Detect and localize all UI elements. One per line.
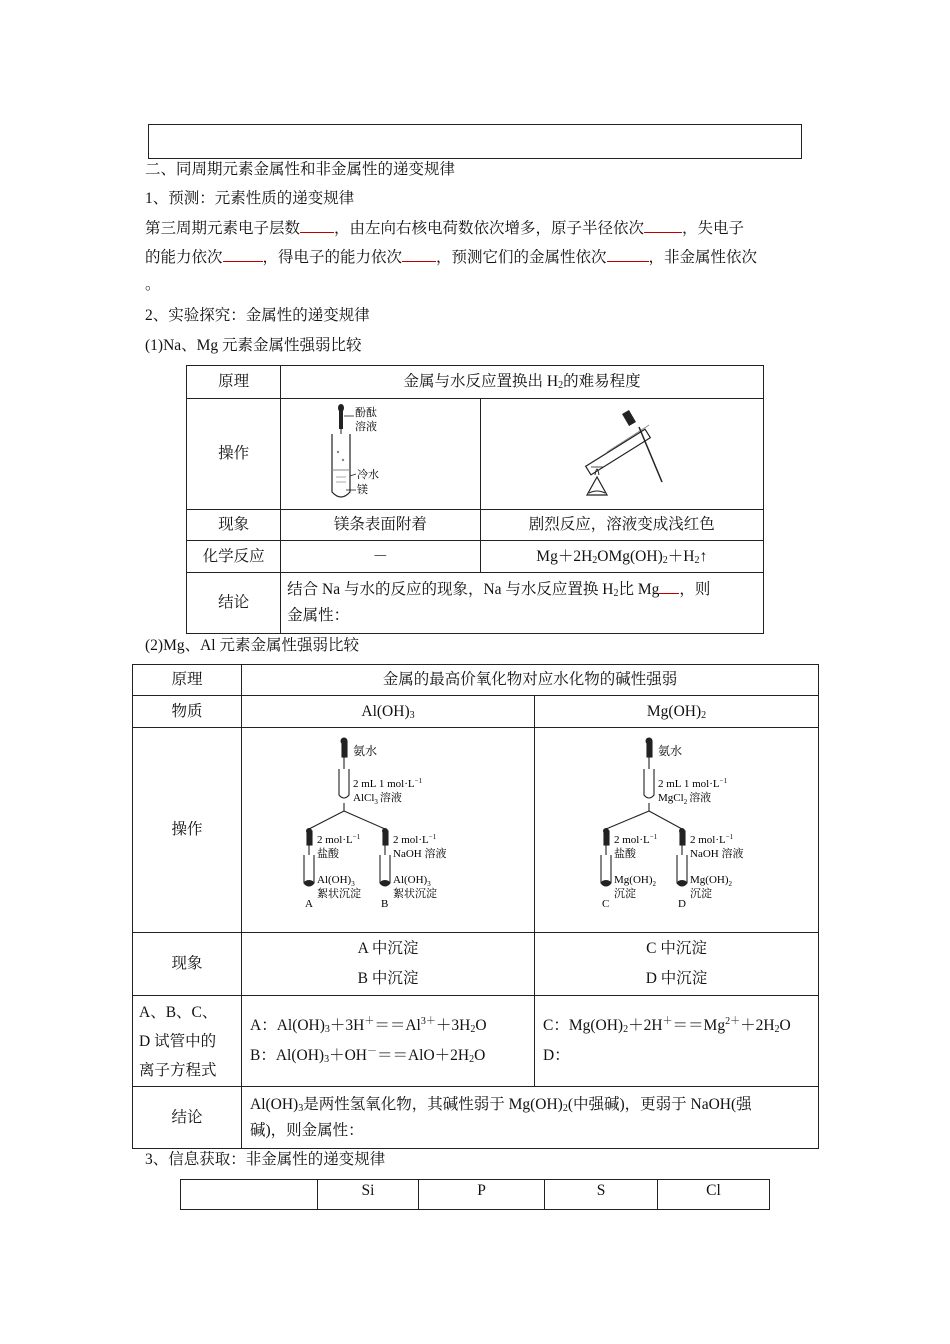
svg-text:Mg(OH)2: $Mg(OH)_2$: [689, 874, 732, 888]
row-label-ion-equations: A、B、C、 D 试管中的 离子方程式: [133, 996, 242, 1087]
equation-d: D：: [543, 1047, 570, 1064]
row-label-conclusion: 结论: [133, 1087, 242, 1149]
tube-label-d: D: [677, 898, 686, 910]
svg-text:NaOH 溶液: NaOH 溶液: [689, 848, 743, 860]
al-tube-diagram: [303, 735, 473, 925]
svg-text:氨水: 氨水: [657, 744, 682, 758]
row-label-conclusion: 结论: [187, 573, 281, 634]
subsection-1-title: 1、预测：元素性质的递变规律: [145, 190, 355, 207]
heating-apparatus-figure: [567, 407, 677, 501]
row-label-substance: 物质: [133, 696, 242, 728]
tube-label-b: B: [381, 898, 389, 910]
subsection-3-title: 3、信息获取：非金属性的递变规律: [145, 1151, 386, 1168]
prediction-paragraph-end: 。: [145, 276, 161, 293]
principle-text: 金属的最高价氧化物对应水化物的碱性强弱: [242, 665, 819, 696]
subsection-2-1-title: (1)Na、Mg 元素金属性强弱比较: [145, 337, 362, 354]
phenomenon-mg: C 中沉淀 D 中沉淀: [535, 933, 819, 996]
svg-text:2 mol·L−1: 2 $mol\cdot L^{-1}$: [689, 833, 733, 846]
header-s: S: [545, 1180, 658, 1210]
header-cl: Cl: [658, 1180, 770, 1210]
svg-text:沉淀: 沉淀: [613, 888, 636, 900]
subsection-2-2-title: (2)Mg、Al 元素金属性强弱比较: [145, 637, 359, 654]
row-label-operation: 操作: [133, 728, 242, 933]
conclusion-text: $Al(OH)_3$是两性氢氧化物，其碱性弱于 $Mg(OH)_2$(中强碱)，更弱于 NaOH(强 碱)，则金属性：: [242, 1087, 819, 1149]
blank-6[interactable]: [659, 593, 679, 594]
mg-tube-diagram: [592, 735, 762, 925]
mg-operation-figure: [535, 728, 819, 933]
blank-1[interactable]: [300, 232, 334, 233]
row-label-operation: 操作: [187, 399, 281, 510]
tube-label-c: C: [601, 898, 609, 910]
blank-5[interactable]: [607, 261, 649, 262]
phenomenon-cold: 镁条表面附着: [281, 510, 480, 541]
svg-text:2 mol·L−1: 2 $mol\cdot L^{-1}$: [393, 833, 437, 846]
label-magnesium: 镁: [357, 484, 369, 496]
prediction-paragraph-line1: 第三周期元素电子层数 ，由左向右核电荷数依次增多，原子半径依次 ，失电子: [145, 220, 745, 237]
label-phenolphthalein: 酚酞: [355, 407, 378, 419]
blank-3[interactable]: [223, 261, 263, 262]
svg-text:氨水: 氨水: [353, 744, 378, 758]
al-operation-figure: [242, 728, 535, 933]
prediction-paragraph-line2: 的能力依次 ，得电子的能力依次 ，预测它们的金属性依次 ，非金属性依次: [145, 249, 758, 266]
svg-text:2 mL 1 mol·L−1: 2 mL 1 $mol\cdot L^{-1}$: [353, 777, 423, 790]
blank-2[interactable]: [644, 232, 682, 233]
equation-a: A：$Al(OH)_3+3H^+==Al^{3+}+3H_2O$: [250, 1016, 487, 1035]
row-label-phenomenon: 现象: [133, 933, 242, 996]
phenomenon-al: A 中沉淀 B 中沉淀: [242, 933, 535, 996]
phenomenon-hot: 剧烈反应，溶液变成浅红色: [480, 510, 764, 541]
conclusion-text: 结合 Na 与水的反应的现象，Na 与水反应置换 $H_2$比 Mg ，则 金属性：: [281, 573, 764, 634]
ion-equations-mg: [535, 996, 819, 1087]
row-label-principle: 原理: [133, 665, 242, 696]
substance-mg: $Mg(OH)_2$: [535, 696, 819, 728]
svg-text:沉淀: 沉淀: [689, 888, 712, 900]
svg-text:2 mL 1 mol·L−1: 2 mL 1 $mol\cdot L^{-1}$: [657, 777, 727, 790]
blank-4[interactable]: [402, 261, 436, 262]
row-label-principle: 原理: [187, 366, 281, 399]
label-solution: 溶液: [355, 421, 378, 433]
svg-text:NaOH 溶液: NaOH 溶液: [393, 848, 447, 860]
equation-b: B：$Al(OH)_3+OH^-==AlO+2H_2O$: [250, 1046, 486, 1065]
substance-al: $Al(OH)_3$: [242, 696, 535, 728]
svg-text:Al(OH)3: $Al(OH)_3$: [393, 874, 431, 888]
ion-equations-al: [242, 996, 535, 1087]
empty-box: [148, 124, 802, 159]
header-si: Si: [318, 1180, 419, 1210]
svg-text:Al(OH)3: $Al(OH)_3$: [317, 874, 355, 888]
equation-c: C：$Mg(OH)_2+2H^+==Mg^{2+}+2H_2O$: [543, 1016, 791, 1035]
reaction-hot: $Mg+2H_2OMg(OH)_2+H_2↑$: [480, 541, 764, 573]
svg-text:絮状沉淀: 絮状沉淀: [393, 888, 437, 900]
principle-text: 金属与水反应置换出 $H_2$的难易程度: [281, 366, 764, 399]
test-tube-figure: [330, 402, 430, 506]
header-empty: [181, 1180, 318, 1210]
svg-text:盐酸: 盐酸: [613, 848, 636, 860]
subsection-2-title: 2、实验探究：金属性的递变规律: [145, 307, 370, 324]
mg-al-table: [132, 664, 819, 1149]
svg-text:2 mol·L−1: 2 $mol\cdot L^{-1}$: [613, 833, 657, 846]
nonmetal-table: [180, 1179, 770, 1210]
svg-text:AlCl3溶液: AlCl$_3$ 溶液: [353, 792, 402, 806]
svg-text:絮状沉淀: 絮状沉淀: [317, 888, 361, 900]
svg-text:盐酸: 盐酸: [317, 848, 339, 860]
mg-hot-water-figure: [480, 399, 764, 510]
label-cold-water: 冷水: [357, 469, 380, 481]
mg-cold-water-figure: [281, 399, 480, 510]
svg-text:2 mol·L−1: 2 $mol\cdot L^{-1}$: [317, 833, 361, 846]
svg-text:MgCl2溶液: MgCl$_2$ 溶液: [657, 792, 711, 806]
tube-label-a: A: [305, 898, 313, 910]
svg-text:Mg(OH)2: $Mg(OH)_2$: [613, 874, 656, 888]
na-mg-table: [186, 365, 764, 634]
header-p: P: [419, 1180, 545, 1210]
reaction-cold: －: [281, 541, 480, 573]
row-label-reaction: 化学反应: [187, 541, 281, 573]
row-label-phenomenon: 现象: [187, 510, 281, 541]
section-title: 二、同周期元素金属性和非金属性的递变规律: [145, 161, 456, 178]
